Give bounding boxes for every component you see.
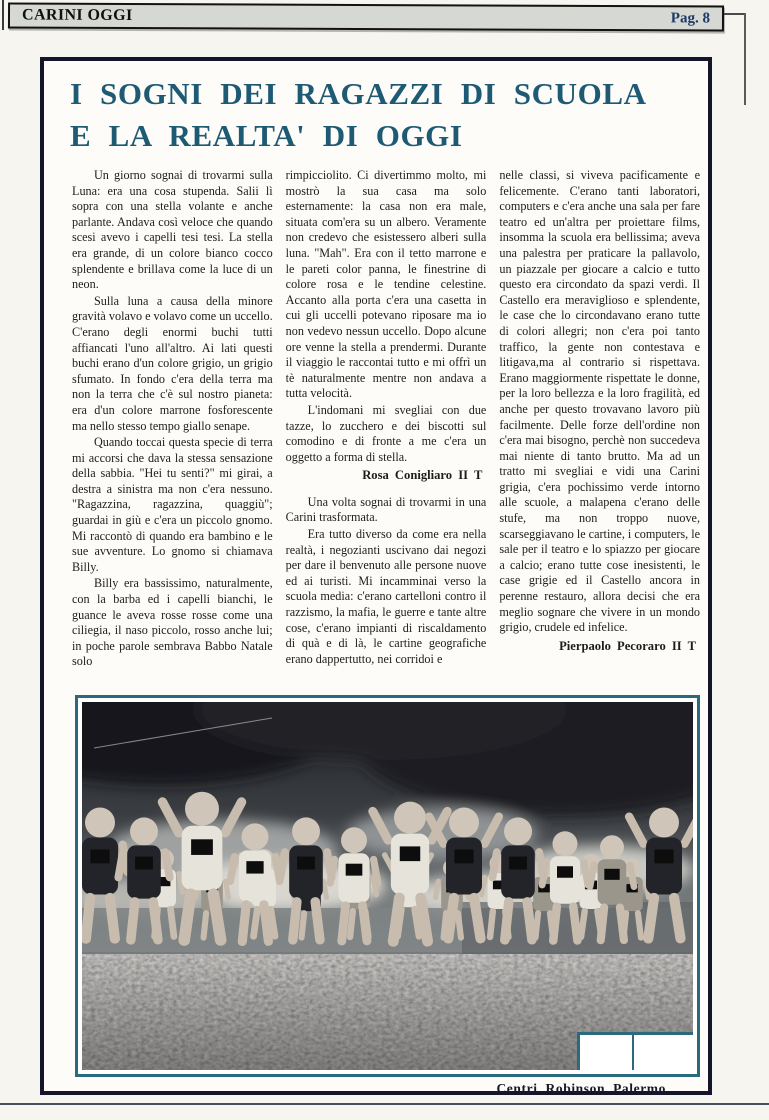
article-column-1 [72,168,273,695]
article-paragraph: nelle classi, si viveva pacificamente e felicemente. C'erano tanti laboratori, computers e c'era anche una sala per fare teatro ed un'altra per proiettare films, insomma la scuola era bellissima; aveva una palestra per praticare la pallavolo, un piazzale per giocare a calcio e tutto questo era circondato da spazi verdi. Il Castello era meraviglioso e splendente, le case che lo circondavano erano tutte di colori allegri; non c'era poi tanto traffico, la gente non contestava e litigava,ma al contrario si rispettava. Erano maggiormente rispettate le donne, per la loro bellezza e la loro fragilità, ed anche per questo trovavano lavoro più facilmente. Delle forze dell'ordine non c'era mai bisogno, perchè non succedeva mai niente di tanto brutto. Ma ad un tratto mi svegliai e vidi una Carini grigia, c'era pochissimo verde intorno alle scuole, a malapena c'erano delle stufe, ma non troppo nuove, scarseggiavano le cartine, i computers, le sale per il teatro e lo spiazzo per giocare a calcio; erano tutte cose inesistenti, le case grigie ed il Castello ancora in perenne restauro, allora decisi che era meglio sognare che vivere in un mondo grigio, crudele ed infelice. [499,168,700,635]
author-signature: Rosa Conigliaro II T [362,468,483,483]
photo-caption: Centri Robinson Palermo [496,1081,666,1096]
headline-line-1: I SOGNI DEI RAGAZZI DI SCUOLA [70,76,647,111]
masthead-title: CARINI OGGI [21,6,133,24]
article-paragraph: Sulla luna a causa della minore gravità volavo e volavo come un uccello. C'erano degli enormi buchi tutti affiancati l'uno all'altro. Ai lati questi buchi erano d'un colore grigio, un grigio sfumato. In fondo c'era della terra ma non la terra che c'è sul nostro pianeta: era d'un colore marrone fosforescente ma nello stesso tempo giallo senape. [72,293,273,433]
article-headline [70,73,690,157]
page-frame-line-left [2,0,4,30]
page-frame-line-right [744,13,746,105]
article-paragraph: Era tutto diverso da come era nella realtà, i negozianti uscivano dai negozi per dare il benvenuto alle persone nuove ed ai turisti. Mi incamminai verso la scuola media: c'erano cartelloni contro il razzismo, la mafia, le guerre e tante altre cose, c'erano impianti di riscaldamento di quà e di là, le cartine geografiche erano dappertutto, nei corridoi e [285,527,487,666]
article-paragraph: L'indomani mi svegliai con due tazze, lo zucchero e dei biscotti sul comodino e di fronte a me c'era un oggetto a forma di stella. [285,402,487,464]
headline-line-2: E LA REALTA' DI OGGI [70,118,463,153]
author-signature: Pierpaolo Pecoraro II T [559,638,697,653]
photo-corner-notch [577,1032,693,1070]
bottom-rule [0,1103,769,1105]
article-paragraph: Quando toccai questa specie di terra mi accorsi che dava la stessa sensazione della sabbia. "Hei tu senti?" mi girai, a destra a sinistra ma non c'era nessuno. "Ragazzina, ragazzina, quaggiù"; guardai in giù e c'era un piccolo gnomo. Mi raccontò di quando era bambino e le sue avventure. Lo gnomo si chiamava Billy. [72,435,273,574]
masthead-banner [8,2,724,31]
beach-photo [82,702,693,1070]
page-number: Pag. 8 [670,9,711,27]
article-paragraph: Billy era bassissimo, naturalmente, con la barba ed i capelli bianchi, le guance le aveva rosse rosse come una ciliegia, il naso piccolo, rosso anche lui; in poche parole sembrava Babbo Natale solo [72,576,273,669]
beach-photo-illustration [82,702,693,1070]
article-paragraph: rimpicciolito. Ci divertimmo molto, mi mostrò la sua casa ma solo esternamente: la casa non era male, situata com'era su un albero. Veramente non credevo che esistessero alberi sulla luna. "Mah". Era con il tetto marrone e le pareti color panna, le finestrine di colore rosa e le tendine celestine. Accanto alla porta c'era una casetta in cui gli uccelli potevano riposare ma io non vedevo nessun uccello. Dopo alcune ore venne la stella a prendermi. Durante il viaggio le raccontai tutto e mi offrì un tè naturalmente mentre non andava a tutta velocità. [285,168,487,401]
article-paragraph: Un giorno sognai di trovarmi sulla Luna: era una cosa stupenda. Salii lì sopra con una stella volante e anche parlante. Andava così veloce che quando scesi avevo i capelli tesi tesi. La stella era grande, di un colore bianco cocco splendente e brillava come la luce di un neon. [72,168,273,292]
article-column-2 [286,168,487,695]
article-columns [72,168,700,695]
article-paragraph: Una volta sognai di trovarmi in una Carini trasformata. [285,494,487,525]
photo-frame [75,695,700,1077]
page-frame-line-top-right [722,13,746,15]
article-column-3 [499,168,700,695]
article-frame [40,57,712,1095]
